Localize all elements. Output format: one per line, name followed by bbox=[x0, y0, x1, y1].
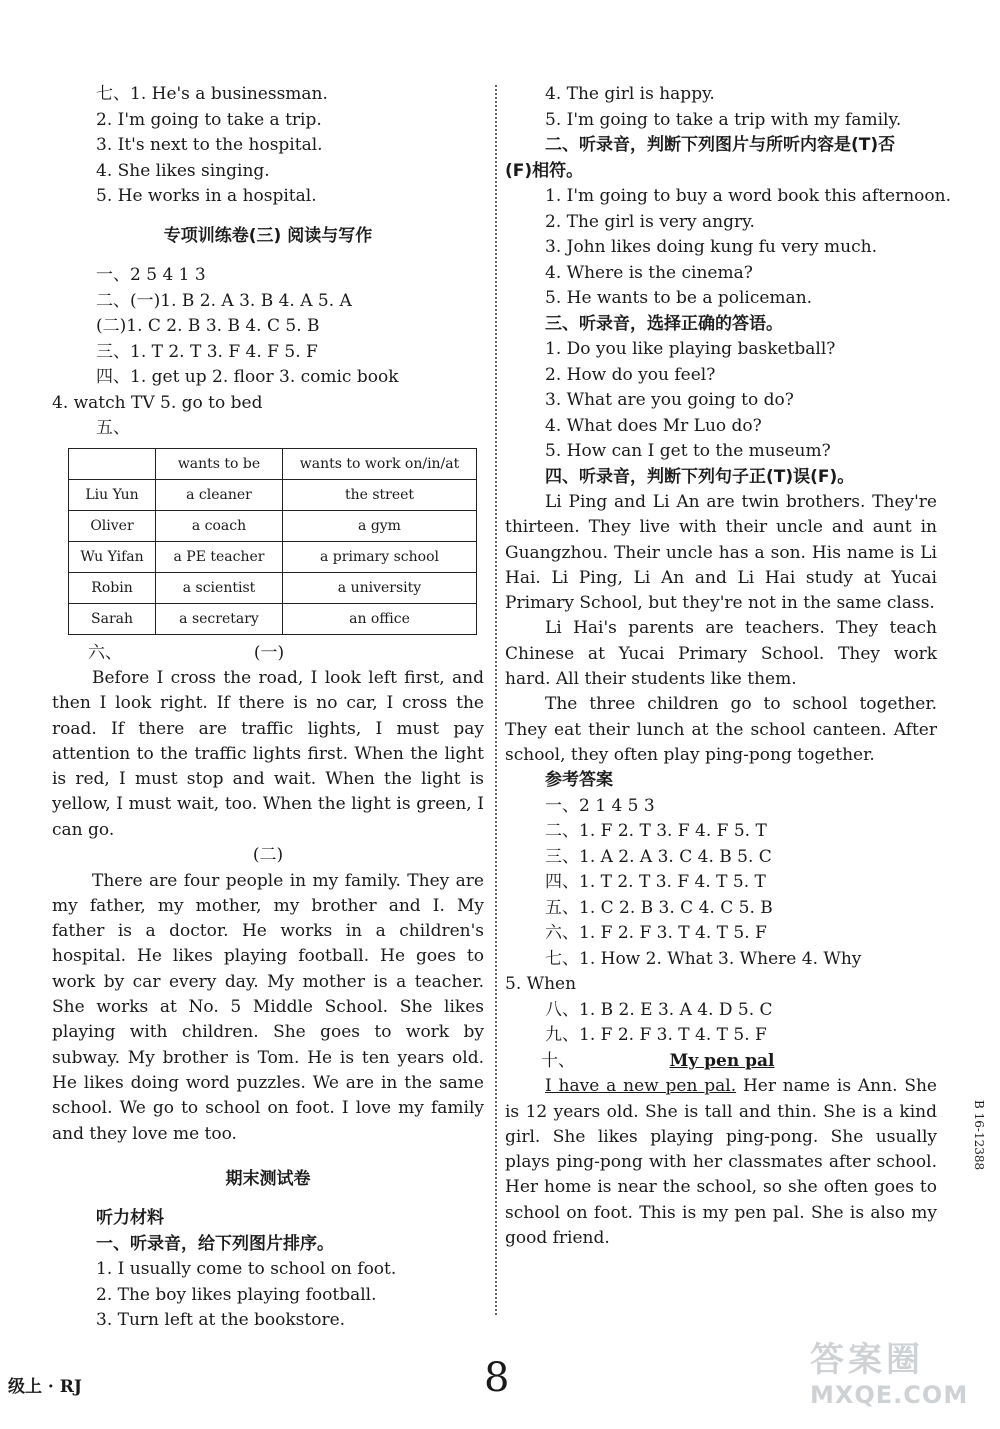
left-column bbox=[52, 82, 484, 1334]
table-cell: Robin bbox=[69, 572, 156, 603]
answer-line: 4. She likes singing. bbox=[96, 160, 270, 181]
table-cell: a PE teacher bbox=[156, 541, 283, 572]
answer-line: 3. It's next to the hospital. bbox=[96, 135, 323, 155]
answer-line: 5. When bbox=[505, 974, 577, 995]
question-heading: 一、听录音，给下列图片排序。 bbox=[96, 1233, 334, 1254]
listening-item: 2. The boy likes playing football. bbox=[96, 1284, 377, 1305]
essay-body: Her name is Ann. She is 12 years old. She is tall and thin. She is a kind girl. She likes playing ping-pong. She usually plays ping-pong with her classmates after school. Her home is near the school, so she often goes to school on foot. This is my pen pal. She is also my good friend. bbox=[505, 1076, 937, 1249]
answer-line: 5. He works in a hospital. bbox=[96, 186, 317, 206]
answer-line: 2. I'm going to take a trip. bbox=[96, 109, 322, 130]
table-header-row bbox=[69, 448, 477, 479]
table-row bbox=[69, 572, 477, 603]
listening-item: 1. I usually come to school on foot. bbox=[96, 1259, 397, 1280]
watermark-text: 答案圈 bbox=[810, 1340, 924, 1380]
listening-item: 4. The girl is happy. bbox=[545, 84, 715, 104]
listening-item: 3. Turn left at the bookstore. bbox=[96, 1310, 346, 1331]
question-heading: (F)相符。 bbox=[505, 160, 584, 181]
table-cell: a university bbox=[283, 572, 477, 603]
answer-line: 九、1. F 2. F 3. T 4. T 5. F bbox=[545, 1025, 767, 1046]
right-column bbox=[505, 82, 951, 1251]
table-cell: a primary school bbox=[283, 541, 477, 572]
answer-line: 二、(一)1. B 2. A 3. B 4. A 5. A bbox=[96, 290, 352, 311]
section-title: 专项训练卷(三) 阅读与写作 bbox=[163, 225, 373, 246]
essay-paragraph bbox=[505, 1074, 937, 1251]
table-cell: an office bbox=[283, 603, 477, 634]
answers-heading: 参考答案 bbox=[545, 770, 613, 791]
table-cell: a scientist bbox=[156, 572, 283, 603]
answer-line: 四、1. T 2. T 3. F 4. T 5. T bbox=[545, 872, 766, 893]
answer-line: 七、1. He's a businessman. bbox=[96, 84, 328, 104]
table-cell: a cleaner bbox=[156, 479, 283, 510]
answer-label: 十、 bbox=[541, 1050, 575, 1071]
answer-line: 二、1. F 2. T 3. F 4. F 5. T bbox=[545, 821, 767, 842]
section-six-header bbox=[52, 641, 484, 667]
section-title: 期末测试卷 bbox=[225, 1168, 311, 1189]
subsection-label: (二) bbox=[252, 845, 284, 866]
answer-line: 七、1. How 2. What 3. Where 4. Why bbox=[545, 948, 862, 969]
answer-line: 一、2 1 4 5 3 bbox=[545, 795, 655, 816]
table-row bbox=[69, 541, 477, 572]
answer-line: 六、1. F 2. F 3. T 4. T 5. F bbox=[545, 923, 767, 944]
answer-line: 三、1. A 2. A 3. C 4. B 5. C bbox=[545, 846, 772, 867]
table-cell: Sarah bbox=[69, 603, 156, 634]
answer-label: 五、 bbox=[96, 418, 130, 438]
side-code: B 16-12388 bbox=[972, 1100, 986, 1171]
answer-line: 一、2 5 4 1 3 bbox=[96, 265, 206, 285]
essay-header bbox=[505, 1049, 937, 1075]
subsection-label: (一) bbox=[253, 642, 285, 663]
listening-item: 2. How do you feel? bbox=[545, 364, 716, 385]
listening-item: 5. How can I get to the museum? bbox=[545, 441, 831, 461]
paragraph: There are four people in my family. They are my father, my mother, my brother and I. My father is a doctor. He works in a children's hospital. He likes playing football. He goes to work by car every day. My mother is a teacher. She works at No. 5 Middle School. She likes playing with children. She goes to work by subway. My brother is Tom. He is ten years old. He likes doing word puzzles. We are in the same school. We go to school on foot. I love my family and they love me too. bbox=[52, 870, 484, 1144]
table-cell: Wu Yifan bbox=[69, 541, 156, 572]
answer-line: 四、1. get up 2. floor 3. comic book bbox=[96, 367, 399, 387]
question-heading: 二、听录音，判断下列图片与所听内容是(T)否 bbox=[545, 135, 896, 155]
answer-label: 六、 bbox=[88, 642, 122, 663]
paragraph: Li Ping and Li An are twin brothers. They're thirteen. They live with their uncle and aunt in Guangzhou. Their uncle has a son. His name is Li Hai. Li Ping, Li An and Li Hai study at Yucai Primary School, but they're not in the same class. bbox=[505, 492, 937, 614]
listening-item: 1. I'm going to buy a word book this afternoon. bbox=[545, 186, 951, 206]
listening-item: 4. What does Mr Luo do? bbox=[545, 415, 762, 436]
answer-line: 八、1. B 2. E 3. A 4. D 5. C bbox=[545, 999, 773, 1020]
subheading: 听力材料 bbox=[96, 1208, 164, 1229]
paragraph: The three children go to school together. They eat their lunch at the school canteen. After school, they often play ping-pong together. bbox=[505, 694, 937, 765]
answer-line: 三、1. T 2. T 3. F 4. F 5. F bbox=[96, 341, 318, 362]
paragraph: Li Hai's parents are teachers. They teach Chinese at Yucai Primary School. They work hard. All their students like them. bbox=[505, 618, 937, 690]
table-cell: Oliver bbox=[69, 510, 156, 541]
answer-line: (二)1. C 2. B 3. B 4. C 5. B bbox=[96, 316, 320, 336]
watermark-logo bbox=[810, 1332, 990, 1422]
listening-item: 4. Where is the cinema? bbox=[545, 262, 753, 283]
essay-title: My pen pal bbox=[669, 1050, 775, 1071]
essay-first-sentence: I have a new pen pal. bbox=[545, 1076, 737, 1097]
question-heading: 三、听录音，选择正确的答语。 bbox=[545, 313, 783, 334]
grade-label: 级上 · RJ bbox=[8, 1377, 82, 1397]
table-cell: a gym bbox=[283, 510, 477, 541]
answer-line: 五、1. C 2. B 3. C 4. C 5. B bbox=[545, 897, 773, 918]
listening-item: 3. What are you going to do? bbox=[545, 390, 794, 410]
table-cell bbox=[69, 448, 156, 479]
table-cell: a coach bbox=[156, 510, 283, 541]
table-row bbox=[69, 479, 477, 510]
table-cell: a secretary bbox=[156, 603, 283, 634]
table-row bbox=[69, 510, 477, 541]
paragraph: Before I cross the road, I look left first, and then I look right. If there is no car, I cross the road. If there are traffic lights, I must pay attention to the traffic lights first. When the light is red, I must stop and wait. When the light is yellow, I must wait, too. When the light is green, I can go. bbox=[52, 668, 484, 840]
listening-item: 1. Do you like playing basketball? bbox=[545, 339, 836, 359]
table-cell: Liu Yun bbox=[69, 479, 156, 510]
table-cell: wants to work on/in/at bbox=[283, 448, 477, 479]
listening-item: 5. I'm going to take a trip with my family. bbox=[545, 109, 902, 130]
table-row bbox=[69, 603, 477, 634]
page-number: 8 bbox=[484, 1355, 510, 1401]
answer-table bbox=[68, 448, 477, 635]
watermark-url: MXQE.COM bbox=[810, 1381, 969, 1409]
column-divider bbox=[495, 85, 497, 1315]
table-cell: wants to be bbox=[156, 448, 283, 479]
listening-item: 5. He wants to be a policeman. bbox=[545, 288, 813, 308]
listening-item: 2. The girl is very angry. bbox=[545, 211, 755, 232]
listening-item: 3. John likes doing kung fu very much. bbox=[545, 237, 877, 257]
question-heading: 四、听录音，判断下列句子正(T)误(F)。 bbox=[545, 466, 855, 487]
table-cell: the street bbox=[283, 479, 477, 510]
answer-line: 4. watch TV 5. go to bed bbox=[52, 392, 263, 413]
